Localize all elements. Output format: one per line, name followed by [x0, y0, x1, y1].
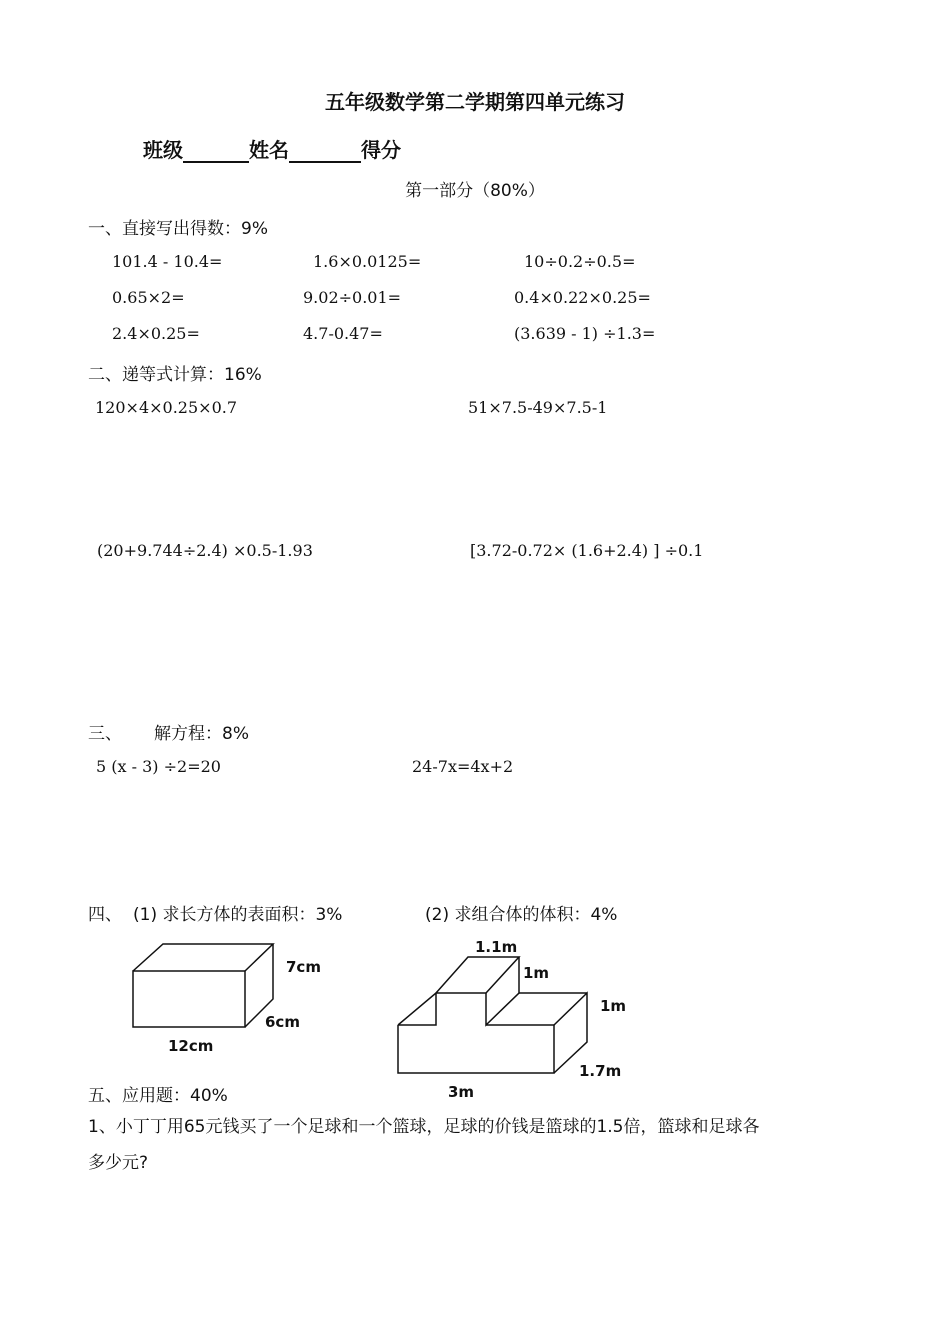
sec1-item: 0.65×2= [112, 288, 185, 307]
cuboid-front-face [133, 971, 245, 1027]
sec2-heading: 二、递等式计算：16% [88, 365, 262, 385]
sec1-item: 2.4×0.25= [112, 324, 200, 343]
combo-depth-label: 1.7m [579, 1062, 622, 1080]
combo-base-height-label: 1m [600, 997, 627, 1015]
sec1-item: 1.6×0.0125= [313, 252, 422, 271]
combo-length-label: 3m [448, 1083, 475, 1101]
sec1-item: 4.7-0.47= [303, 324, 383, 343]
sec4-q2: (2) 求组合体的体积：4% [425, 905, 618, 925]
combo-top-length-label: 1.1m [475, 938, 518, 956]
sec4-heading-num: 四、 [88, 905, 122, 925]
sec3-item: 5 (x - 3) ÷2=20 [96, 757, 221, 776]
name-label: 姓名 [249, 138, 289, 162]
sec3-heading: 解方程：8% [154, 724, 249, 744]
sec2-item: (20+9.744÷2.4) ×0.5-1.93 [97, 541, 313, 560]
sec1-heading: 一、直接写出得数：9% [88, 219, 268, 239]
sec1-item: 9.02÷0.01= [303, 288, 402, 307]
class-label: 班级 [143, 138, 183, 162]
sec2-item: 120×4×0.25×0.7 [95, 398, 238, 417]
cuboid-top-face [133, 944, 273, 971]
score-label: 得分 [361, 138, 401, 162]
cuboid-figure [133, 944, 273, 1027]
sec2-item: [3.72-0.72× (1.6+2.4) ] ÷0.1 [470, 541, 704, 560]
sec1-item: 10÷0.2÷0.5= [524, 252, 636, 271]
cuboid-depth-label: 6cm [265, 1013, 300, 1031]
cuboid-height-label: 7cm [286, 958, 321, 976]
sec4-q1: (1) 求长方体的表面积：3% [133, 905, 343, 925]
sec5-q1-line2: 多少元? [88, 1153, 149, 1173]
part1-heading: 第一部分（80%） [405, 181, 545, 201]
combo-figure [398, 957, 587, 1073]
sec1-item: 101.4 - 10.4= [112, 252, 223, 271]
sec2-item: 51×7.5-49×7.5-1 [468, 398, 608, 417]
sec5-heading: 五、应用题：40% [88, 1086, 228, 1106]
sec1-item: 0.4×0.22×0.25= [514, 288, 651, 307]
sec3-heading-num: 三、 [88, 724, 122, 744]
cuboid-length-label: 12cm [168, 1037, 214, 1055]
sec5-q1-line1: 1、小丁丁用65元钱买了一个足球和一个篮球，足球的价钱是篮球的1.5倍，篮球和足球各 [88, 1117, 760, 1137]
combo-top-height-label: 1m [523, 964, 550, 982]
sec3-item: 24-7x=4x+2 [412, 757, 514, 776]
sec1-item: (3.639 - 1) ÷1.3= [514, 324, 656, 343]
page-title: 五年级数学第二学期第四单元练习 [325, 90, 625, 114]
